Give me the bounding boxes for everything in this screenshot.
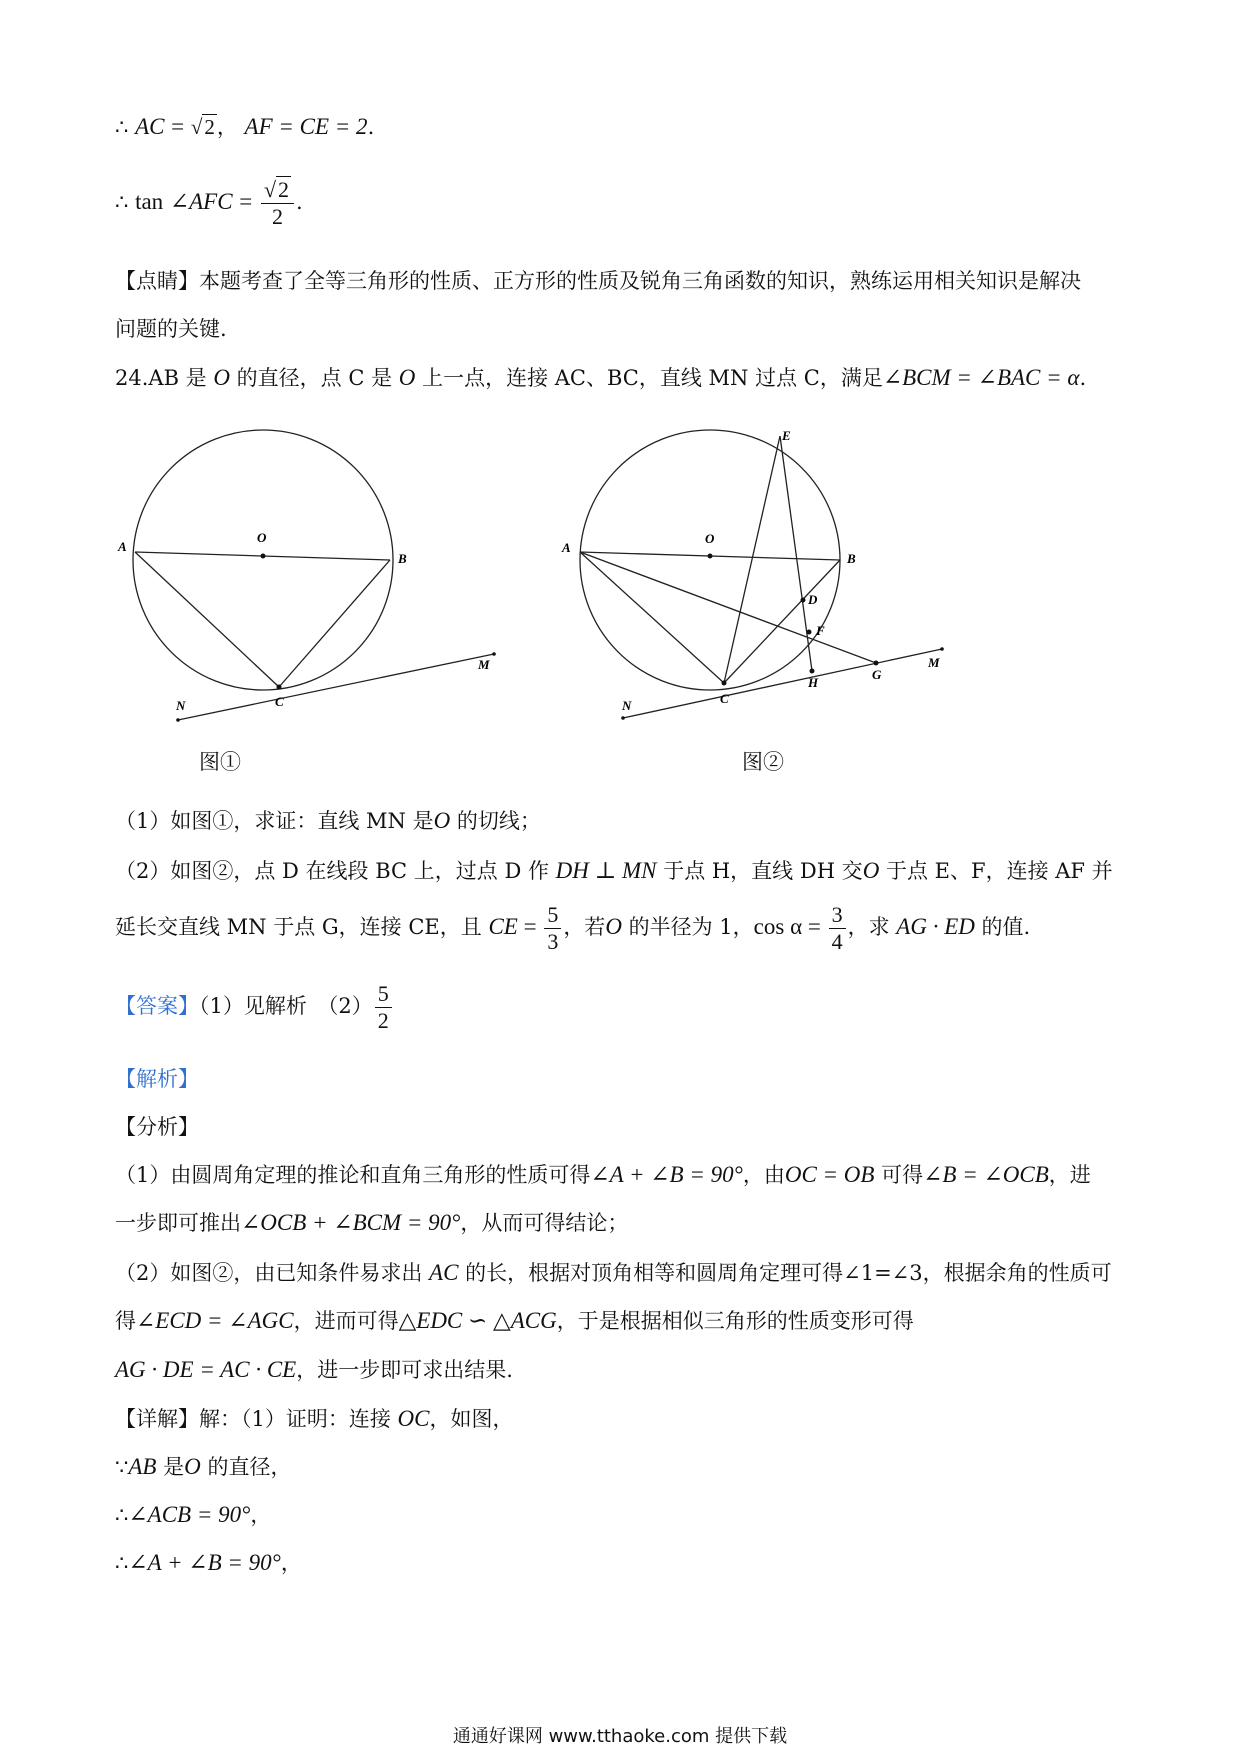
q24-text-b: 的直径，点 C 是 [229,366,399,390]
a1b-text-b: ，从而可得结论； [460,1211,629,1235]
figure-1 [110,418,510,728]
point-m [492,652,496,656]
p2b-text-c: 的半径为 1， [621,915,754,939]
point-n [621,716,625,720]
answer-line [115,975,394,1037]
a1-text-d: ，进 [1048,1163,1091,1187]
line-tan-afc [115,172,303,232]
label-e: E [782,428,791,443]
answer-label: 【答案】 [115,994,199,1018]
line-ac-value [115,112,374,142]
segment-ce [724,436,780,683]
math-ab: AB [128,1454,157,1479]
analysis-2-line-1 [115,1258,1112,1288]
part-2-line-2 [115,896,1030,958]
label-n: N [622,698,632,713]
segment-ac [135,552,279,687]
therefore-symbol: ∴ [115,115,129,139]
circle-o: O [605,914,622,939]
p2-text-b: 于点 H，直线 DH 交 [656,859,863,883]
label-m: M [928,655,940,670]
line-eh [780,436,812,671]
step-1 [115,1452,291,1482]
analysis-2-line-3 [115,1355,513,1385]
label-m: M [478,657,490,672]
answer-text: （1）见解析 （2） [199,994,373,1018]
figure-2 [550,418,970,728]
point-d [801,598,806,603]
s1-text-b: 是 [156,1455,185,1479]
point-n [176,718,180,722]
label-b: B [398,551,407,566]
figure-1-caption: 图① [199,750,241,774]
point-h [810,669,815,674]
circle-o: O [433,808,451,833]
circle-o: O [213,365,230,390]
p1-text-a: （1）如图①，求证：直线 MN 是 [115,809,434,833]
therefore-symbol: ∴ [115,1503,129,1527]
point-g [874,661,879,666]
part-1 [115,806,541,836]
analysis-1-line-2 [115,1208,628,1238]
tan-function: tan [135,189,164,214]
label-c: C [275,694,284,709]
math-angle-condition: ∠BCM = ∠BAC = α [882,365,1080,390]
fraction-denominator: 2 [271,204,283,229]
math-ecd-agc: ∠ECD = ∠AGC [136,1308,294,1333]
fraction-3-4 [829,902,846,955]
fraction-numerator: 2 [278,177,290,202]
equals: = [517,914,543,939]
therefore-symbol: ∴ [115,190,129,214]
question-24 [115,363,1086,393]
fraction-5-3 [544,902,561,955]
p1-text-b: 的切线； [450,809,541,833]
fraction-sqrt2-over-2: $\frac{√2}{2}$ [261,177,294,230]
equals: = [239,189,253,214]
label-o: O [705,531,715,546]
comment-line-2: 问题的关键. [115,317,227,341]
label-a: A [118,539,127,554]
label-o: O [257,530,267,545]
point-o [708,554,713,559]
math-cos-alpha: cos α [753,914,803,939]
circle-o: O [862,858,880,883]
a2c-text-b: ，进一步即可求出结果. [296,1358,513,1382]
label-h: H [808,675,819,690]
p2-text-a: （2）如图②，点 D 在线段 BC 上，过点 D 作 [115,859,556,883]
label-d: D [808,592,818,607]
a1b-text-a: 一步即可推出 [115,1211,241,1235]
point-f [807,630,812,635]
circle-o: O [184,1454,201,1479]
detail-text-b: ，如图， [429,1407,514,1431]
equals: = [802,914,827,939]
fraction-numerator: 5 [375,981,392,1008]
a2-text-b: 的长，根据对顶角相等和圆周角定理可得∠1=∠3，根据余角的性质可 [458,1261,1112,1285]
circle-o-fig2 [580,430,840,690]
math-oc-ob: OC = OB [784,1162,875,1187]
p2b-text-e: 的值. [974,915,1031,939]
math-ag-de-ac-ce: AG · DE = AC · CE [115,1357,297,1382]
sqrt-expr: √2 [190,115,215,139]
a2b-text-c: ，于是根据相似三角形的性质变形可得 [556,1309,914,1333]
fraction-denominator: 4 [831,929,843,954]
figure-2-caption: 图② [742,750,784,774]
label-f: F [816,623,825,638]
fenxi-label: 【分析】 [115,1115,199,1139]
fraction-denominator: 3 [547,929,559,954]
a2b-text-a: 得 [115,1309,136,1333]
period: . [367,115,375,139]
fraction-numerator: 3 [829,902,846,929]
math-af-ce: AF = CE = 2 [244,114,368,139]
label-b: B [847,551,856,566]
math-similar-triangles: △EDC ∽ △ACG [398,1308,557,1333]
math-angle-sum: ∠A + ∠B = 90° [590,1162,743,1187]
comma: ， [250,1503,272,1527]
math-angle-sum: ∠A + ∠B = 90° [128,1550,281,1575]
point-o [261,554,266,559]
label-c: C [720,691,729,706]
p2b-text-a: 延长交直线 MN 于点 G，连接 CE，且 [115,915,489,939]
math-ocb-bcm: ∠OCB + ∠BCM = 90° [241,1210,461,1235]
circle-o: O [398,365,416,390]
a1-text-c: 可得 [874,1163,924,1187]
segment-bc [724,560,840,683]
fraction-5-2 [375,981,392,1034]
because-symbol: ∵ [115,1455,129,1479]
point-m [940,647,944,651]
s1-text-c: 的直径， [200,1455,292,1479]
q24-text-c: 上一点，连接 AC、BC，直线 MN 过点 C，满足 [415,366,883,390]
comment-line-1: 【点睛】本题考查了全等三角形的性质、正方形的性质及锐角三角函数的知识，熟练运用相关知识是解决 [115,269,1081,293]
q24-text-a: 24.AB 是 [115,366,214,390]
step-2 [115,1500,271,1530]
label-n: N [176,698,186,713]
math-ce: CE [488,914,518,939]
jiexi-label: 【解析】 [115,1067,199,1091]
label-g: G [872,667,882,682]
equals: = [171,114,185,139]
a2b-text-b: ，进而可得 [293,1309,399,1333]
line-mn [178,654,494,720]
math-angle-b-ocb: ∠B = ∠OCB [923,1162,1049,1187]
comma: ， [216,115,238,139]
math-ac: AC [135,114,165,139]
math-angle-afc: ∠AFC [169,189,233,214]
a1-text-b: ，由 [742,1163,785,1187]
sqrt-radicand: 2 [204,115,215,139]
p2b-text-b: ，若 [563,915,606,939]
fraction-numerator: 5 [544,902,561,929]
circle-o-fig1 [133,430,393,690]
therefore-symbol: ∴ [115,1551,129,1575]
point-c [277,685,282,690]
page-footer: 通通好课网 www.tthaoke.com 提供下载 [452,1726,788,1747]
p2b-text-d: ，求 [847,915,897,939]
math-ac: AC [429,1260,459,1285]
part-2-line-1 [115,856,1113,886]
label-a: A [562,540,571,555]
comma: ， [280,1551,302,1575]
p2-text-c: 于点 E、F，连接 AF 并 [879,859,1113,883]
analysis-1-line-1 [115,1160,1091,1190]
math-oc: OC [397,1406,430,1431]
step-3 [115,1548,302,1578]
point-c [722,681,727,686]
math-angle-acb: ∠ACB = 90° [128,1502,251,1527]
period: . [1079,366,1087,390]
detail-line [115,1404,514,1434]
math-dh-perp-mn: DH ⊥ MN [555,858,657,883]
segment-ac [580,552,724,683]
math-ag-ed: AG · ED [896,914,975,939]
analysis-2-line-2 [115,1306,914,1336]
period: . [296,190,303,214]
a1-text-a: （1）由圆周角定理的推论和直角三角形的性质可得 [115,1163,591,1187]
detail-text-a: 【详解】解：（1）证明：连接 [115,1407,398,1431]
fraction-denominator: 2 [377,1008,389,1033]
a2-text-a: （2）如图②，由已知条件易求出 [115,1261,430,1285]
